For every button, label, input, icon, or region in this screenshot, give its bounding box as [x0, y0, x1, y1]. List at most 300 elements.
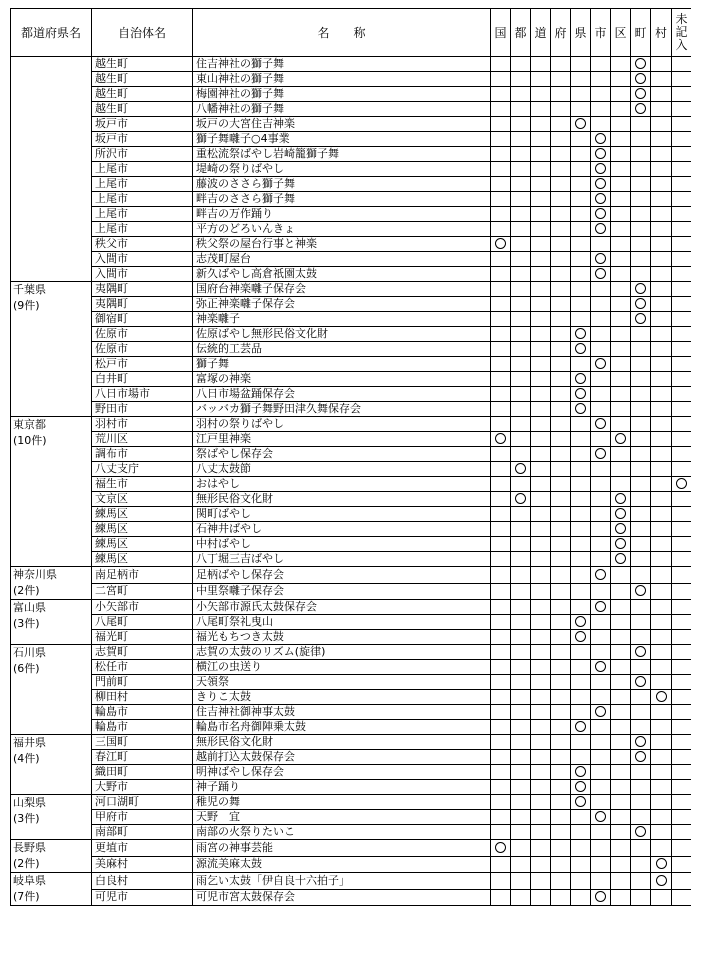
flag-cell: [511, 765, 531, 780]
flag-cell: [651, 132, 672, 147]
flag-cell: [571, 417, 591, 432]
flag-cell: [651, 222, 672, 237]
municipality-cell: 大野市: [92, 780, 193, 795]
flag-cell: [491, 477, 511, 492]
municipality-cell: 春江町: [92, 750, 193, 765]
header-flag: 区: [611, 9, 631, 57]
name-cell: 平方のどろいんきょ: [193, 222, 491, 237]
table-row: [11, 840, 692, 857]
prefecture-cell: [11, 795, 92, 840]
flag-cell: [651, 177, 672, 192]
name-cell: 稚児の舞: [193, 795, 491, 810]
flag-cell: [511, 87, 531, 102]
flag-cell: [672, 102, 692, 117]
circle-mark-icon: [635, 73, 646, 84]
flag-cell: [631, 795, 651, 810]
flag-cell: [511, 147, 531, 162]
flag-cell: [672, 357, 692, 372]
flag-cell: [531, 327, 551, 342]
name-cell: 東山神社の獅子舞: [193, 72, 491, 87]
flag-cell: [571, 567, 591, 584]
flag-cell: [551, 889, 571, 906]
flag-cell: [631, 645, 651, 660]
flag-cell: [631, 312, 651, 327]
flag-cell: [551, 372, 571, 387]
flag-cell: [551, 765, 571, 780]
flag-cell: [631, 132, 651, 147]
name-cell: 神楽囃子: [193, 312, 491, 327]
flag-cell: [551, 492, 571, 507]
flag-cell: [531, 537, 551, 552]
flag-cell: [631, 615, 651, 630]
name-cell: 畔吉の万作踊り: [193, 207, 491, 222]
flag-cell: [511, 856, 531, 873]
circle-mark-icon: [635, 585, 646, 596]
flag-cell: [611, 282, 631, 297]
flag-cell: [551, 387, 571, 402]
flag-cell: [591, 372, 611, 387]
flag-cell: [651, 645, 672, 660]
flag-cell: [511, 357, 531, 372]
flag-cell: [531, 780, 551, 795]
name-cell: おはやし: [193, 477, 491, 492]
flag-cell: [551, 750, 571, 765]
circle-mark-icon: [595, 268, 606, 279]
municipality-cell: 調布市: [92, 447, 193, 462]
circle-mark-icon: [595, 569, 606, 580]
flag-cell: [551, 522, 571, 537]
flag-cell: [631, 873, 651, 890]
circle-mark-icon: [656, 858, 667, 869]
flag-cell: [651, 207, 672, 222]
prefecture-count: (9件): [13, 299, 40, 312]
flag-cell: [611, 477, 631, 492]
municipality-cell: 御宿町: [92, 312, 193, 327]
name-cell: 無形民俗文化財: [193, 492, 491, 507]
flag-cell: [531, 132, 551, 147]
flag-cell: [672, 810, 692, 825]
flag-cell: [491, 402, 511, 417]
flag-cell: [491, 645, 511, 660]
flag-cell: [651, 102, 672, 117]
flag-cell: [651, 795, 672, 810]
flag-cell: [591, 192, 611, 207]
flag-cell: [591, 567, 611, 584]
flag-cell: [651, 342, 672, 357]
flag-cell: [511, 705, 531, 720]
flag-cell: [631, 372, 651, 387]
flag-cell: [551, 432, 571, 447]
flag-cell: [531, 615, 551, 630]
flag-cell: [591, 312, 611, 327]
flag-cell: [631, 402, 651, 417]
flag-cell: [571, 660, 591, 675]
name-cell: 藤波のささら獅子舞: [193, 177, 491, 192]
flag-cell: [591, 765, 611, 780]
circle-mark-icon: [575, 343, 586, 354]
circle-mark-icon: [595, 178, 606, 189]
prefecture-name: 千葉県: [13, 283, 46, 296]
circle-mark-icon: [595, 811, 606, 822]
flag-cell: [491, 825, 511, 840]
flag-cell: [651, 720, 672, 735]
prefecture-count: (4件): [13, 752, 40, 765]
flag-cell: [631, 57, 651, 72]
flag-cell: [651, 432, 672, 447]
table-row: [11, 252, 692, 267]
flag-cell: [631, 342, 651, 357]
flag-cell: [571, 780, 591, 795]
circle-mark-icon: [635, 646, 646, 657]
flag-cell: [672, 765, 692, 780]
table-row: [11, 600, 692, 615]
name-cell: 弥正神楽囃子保存会: [193, 297, 491, 312]
flag-cell: [631, 387, 651, 402]
flag-cell: [491, 780, 511, 795]
flag-cell: [651, 462, 672, 477]
flag-cell: [491, 297, 511, 312]
flag-cell: [511, 102, 531, 117]
flag-cell: [551, 780, 571, 795]
header-flag: 市: [591, 9, 611, 57]
circle-mark-icon: [595, 193, 606, 204]
prefecture-name: 福井県: [13, 736, 46, 749]
circle-mark-icon: [676, 478, 687, 489]
municipality-cell: 練馬区: [92, 522, 193, 537]
flag-cell: [672, 477, 692, 492]
flag-cell: [591, 117, 611, 132]
flag-cell: [531, 810, 551, 825]
flag-cell: [511, 402, 531, 417]
table-row: [11, 825, 692, 840]
circle-mark-icon: [575, 796, 586, 807]
municipality-cell: 越生町: [92, 72, 193, 87]
flag-cell: [551, 192, 571, 207]
prefecture-cell: [11, 873, 92, 906]
flag-cell: [491, 312, 511, 327]
flag-cell: [672, 856, 692, 873]
flag-cell: [571, 522, 591, 537]
flag-cell: [631, 417, 651, 432]
flag-cell: [631, 117, 651, 132]
flag-cell: [651, 57, 672, 72]
name-cell: 源流美麻太鼓: [193, 856, 491, 873]
flag-cell: [571, 297, 591, 312]
name-cell: きりこ太鼓: [193, 690, 491, 705]
flag-cell: [651, 507, 672, 522]
municipality-cell: 練馬区: [92, 507, 193, 522]
municipality-cell: 夷隅町: [92, 297, 193, 312]
flag-cell: [611, 312, 631, 327]
flag-cell: [491, 177, 511, 192]
flag-cell: [651, 660, 672, 675]
table-row: [11, 147, 692, 162]
circle-mark-icon: [615, 553, 626, 564]
flag-cell: [651, 600, 672, 615]
flag-cell: [672, 192, 692, 207]
flag-cell: [591, 477, 611, 492]
municipality-cell: 河口湖町: [92, 795, 193, 810]
flag-cell: [531, 72, 551, 87]
flag-cell: [651, 312, 672, 327]
prefecture-cell: [11, 645, 92, 735]
flag-cell: [651, 675, 672, 690]
prefecture-count: (7件): [13, 890, 40, 903]
circle-mark-icon: [595, 133, 606, 144]
flag-cell: [491, 537, 511, 552]
header-flag: 県: [571, 9, 591, 57]
prefecture-name: 岐阜県: [13, 874, 46, 887]
flag-cell: [491, 342, 511, 357]
municipality-cell: 松任市: [92, 660, 193, 675]
flag-cell: [551, 537, 571, 552]
table-row: [11, 117, 692, 132]
flag-cell: [611, 567, 631, 584]
flag-cell: [611, 162, 631, 177]
flag-cell: [651, 873, 672, 890]
flag-cell: [511, 132, 531, 147]
flag-cell: [531, 720, 551, 735]
flag-cell: [491, 720, 511, 735]
flag-cell: [571, 735, 591, 750]
flag-cell: [551, 87, 571, 102]
flag-cell: [591, 705, 611, 720]
flag-cell: [631, 810, 651, 825]
flag-cell: [511, 567, 531, 584]
flag-cell: [551, 207, 571, 222]
flag-cell: [491, 372, 511, 387]
flag-cell: [672, 117, 692, 132]
flag-cell: [672, 72, 692, 87]
name-cell: 梅園神社の獅子舞: [193, 87, 491, 102]
table-row: [11, 765, 692, 780]
name-cell: 重松流祭ばやし岩崎籠獅子舞: [193, 147, 491, 162]
flag-cell: [511, 690, 531, 705]
circle-mark-icon: [635, 676, 646, 687]
circle-mark-icon: [515, 493, 526, 504]
flag-cell: [531, 462, 551, 477]
name-cell: 秩父祭の屋台行事と神楽: [193, 237, 491, 252]
table-row: [11, 267, 692, 282]
flag-cell: [672, 87, 692, 102]
flag-cell: [651, 447, 672, 462]
flag-cell: [571, 57, 591, 72]
circle-mark-icon: [595, 661, 606, 672]
circle-mark-icon: [635, 283, 646, 294]
flag-cell: [551, 342, 571, 357]
flag-cell: [591, 462, 611, 477]
municipality-cell: 松戸市: [92, 357, 193, 372]
prefecture-count: (10件): [13, 434, 47, 447]
flag-cell: [651, 267, 672, 282]
flag-cell: [511, 387, 531, 402]
flag-cell: [511, 192, 531, 207]
flag-cell: [491, 600, 511, 615]
flag-cell: [651, 567, 672, 584]
flag-cell: [651, 402, 672, 417]
flag-cell: [591, 207, 611, 222]
flag-cell: [571, 102, 591, 117]
flag-cell: [491, 72, 511, 87]
flag-cell: [591, 402, 611, 417]
prefecture-name: 神奈川県: [13, 568, 57, 581]
table-row: [11, 432, 692, 447]
prefecture-count: (6件): [13, 662, 40, 675]
flag-cell: [531, 147, 551, 162]
flag-cell: [611, 780, 631, 795]
flag-cell: [511, 615, 531, 630]
flag-cell: [491, 840, 511, 857]
flag-cell: [672, 889, 692, 906]
flag-cell: [571, 583, 591, 600]
flag-cell: [591, 873, 611, 890]
name-cell: 明神ばやし保存会: [193, 765, 491, 780]
flag-cell: [551, 72, 571, 87]
flag-cell: [591, 357, 611, 372]
flag-cell: [491, 675, 511, 690]
registry-table: [10, 8, 691, 906]
name-cell: 新久ばやし高倉祇園太鼓: [193, 267, 491, 282]
flag-cell: [571, 312, 591, 327]
flag-cell: [591, 87, 611, 102]
flag-cell: [631, 780, 651, 795]
flag-cell: [491, 810, 511, 825]
flag-cell: [591, 825, 611, 840]
flag-cell: [491, 432, 511, 447]
circle-mark-icon: [595, 706, 606, 717]
flag-cell: [491, 750, 511, 765]
municipality-cell: 夷隅町: [92, 282, 193, 297]
flag-cell: [571, 825, 591, 840]
flag-cell: [531, 750, 551, 765]
flag-cell: [672, 660, 692, 675]
table-row: [11, 583, 692, 600]
table-row: [11, 417, 692, 432]
circle-mark-icon: [595, 418, 606, 429]
flag-cell: [511, 432, 531, 447]
table-row: [11, 207, 692, 222]
flag-cell: [651, 810, 672, 825]
name-cell: 住吉神社の獅子舞: [193, 57, 491, 72]
flag-cell: [631, 462, 651, 477]
table-row: [11, 537, 692, 552]
flag-cell: [571, 462, 591, 477]
flag-cell: [531, 282, 551, 297]
header-flag-unrecorded-char: 未: [675, 12, 688, 26]
flag-cell: [571, 507, 591, 522]
flag-cell: [571, 750, 591, 765]
flag-cell: [631, 660, 651, 675]
flag-cell: [571, 645, 591, 660]
flag-cell: [631, 237, 651, 252]
municipality-cell: 練馬区: [92, 537, 193, 552]
flag-cell: [491, 162, 511, 177]
table-header: [11, 9, 692, 57]
flag-cell: [551, 477, 571, 492]
flag-cell: [672, 690, 692, 705]
flag-cell: [631, 477, 651, 492]
flag-cell: [551, 357, 571, 372]
flag-cell: [631, 192, 651, 207]
flag-cell: [651, 780, 672, 795]
flag-cell: [531, 387, 551, 402]
name-cell: 無形民俗文化財: [193, 735, 491, 750]
flag-cell: [631, 162, 651, 177]
flag-cell: [611, 720, 631, 735]
flag-cell: [571, 222, 591, 237]
flag-cell: [611, 810, 631, 825]
table-row: [11, 402, 692, 417]
flag-cell: [551, 147, 571, 162]
table-row: [11, 342, 692, 357]
municipality-cell: 入間市: [92, 252, 193, 267]
flag-cell: [491, 252, 511, 267]
flag-cell: [531, 660, 551, 675]
name-cell: 羽村の祭りばやし: [193, 417, 491, 432]
table-row: [11, 856, 692, 873]
municipality-cell: 上尾市: [92, 222, 193, 237]
name-cell: 雨宮の神事芸能: [193, 840, 491, 857]
table-row: [11, 57, 692, 72]
flag-cell: [551, 507, 571, 522]
municipality-cell: 柳田村: [92, 690, 193, 705]
flag-cell: [672, 720, 692, 735]
flag-cell: [531, 297, 551, 312]
flag-cell: [551, 117, 571, 132]
flag-cell: [571, 840, 591, 857]
table-row: [11, 477, 692, 492]
flag-cell: [551, 267, 571, 282]
prefecture-name: 東京都: [13, 418, 46, 431]
flag-cell: [611, 735, 631, 750]
flag-cell: [672, 873, 692, 890]
flag-cell: [491, 765, 511, 780]
flag-cell: [571, 477, 591, 492]
flag-cell: [611, 600, 631, 615]
flag-cell: [672, 177, 692, 192]
table-row: [11, 162, 692, 177]
circle-mark-icon: [575, 388, 586, 399]
flag-cell: [672, 600, 692, 615]
municipality-cell: 白井町: [92, 372, 193, 387]
flag-cell: [591, 252, 611, 267]
header-flag: 町: [631, 9, 651, 57]
circle-mark-icon: [635, 298, 646, 309]
flag-cell: [491, 889, 511, 906]
name-cell: 江戸里神楽: [193, 432, 491, 447]
header-name: 名 称: [193, 9, 491, 57]
table-row: [11, 660, 692, 675]
flag-cell: [631, 282, 651, 297]
flag-cell: [511, 312, 531, 327]
table-row: [11, 750, 692, 765]
municipality-cell: 練馬区: [92, 552, 193, 567]
flag-cell: [611, 840, 631, 857]
flag-cell: [611, 750, 631, 765]
flag-cell: [591, 522, 611, 537]
header-flag: 府: [551, 9, 571, 57]
flag-cell: [672, 207, 692, 222]
flag-cell: [511, 537, 531, 552]
flag-cell: [651, 889, 672, 906]
flag-cell: [511, 660, 531, 675]
circle-mark-icon: [575, 766, 586, 777]
municipality-cell: 更埴市: [92, 840, 193, 857]
circle-mark-icon: [595, 358, 606, 369]
circle-mark-icon: [595, 223, 606, 234]
flag-cell: [631, 600, 651, 615]
flag-cell: [491, 207, 511, 222]
